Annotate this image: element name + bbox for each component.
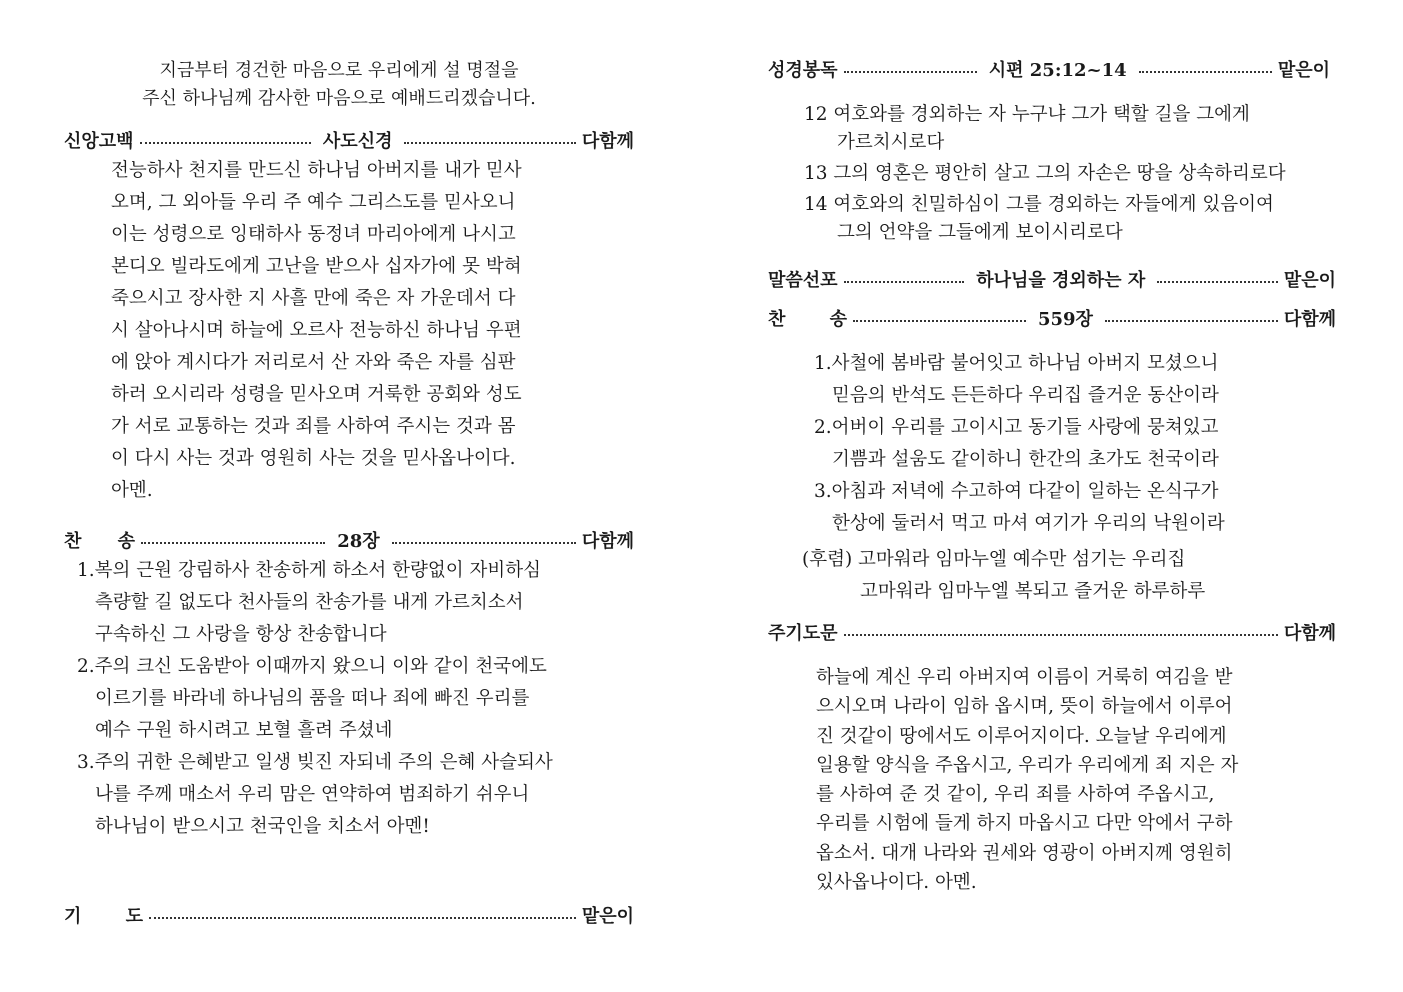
lyric-line: 3.아침과 저녁에 수고하여 다같이 일하는 온식구가 <box>814 481 1219 502</box>
dotted-leader <box>140 142 311 144</box>
scripture-text <box>804 101 1344 247</box>
creed-line: 가 서로 교통하는 것과 죄를 사하여 주시는 것과 몸 <box>111 416 516 437</box>
hymn-lyrics <box>77 555 632 843</box>
lyric-line: 2.어버이 우리를 고이시고 동기들 사랑에 뭉쳐있고 <box>814 417 1219 438</box>
dotted-leader <box>1105 320 1278 322</box>
dotted-leader <box>1157 281 1278 283</box>
prayer-line: 하늘에 계신 우리 아버지여 이름이 거룩히 여김을 받 <box>816 667 1233 688</box>
hymn2-by: 다함께 <box>1283 309 1336 330</box>
sermon-title: 하나님을 경외하는 자 <box>976 270 1146 291</box>
dotted-leader <box>844 281 965 283</box>
prayer-line: 일용할 양식을 주옵시고, 우리가 우리에게 죄 지은 자 <box>816 754 1239 776</box>
reading-by: 맡은이 <box>1277 60 1330 81</box>
dotted-leader <box>853 320 1026 322</box>
prayer-line: 진 것같이 땅에서도 이루어지이다. 오늘날 우리에게 <box>816 725 1227 747</box>
intro-line: 주신 하나님께 감사한 마음으로 예배드리겠습니다. <box>142 88 536 109</box>
lyric-line: 2.주의 크신 도움받아 이때까지 왔으니 이와 같이 천국에도 <box>77 656 547 677</box>
lyric-line: 하나님이 받으시고 천국인을 치소서 아멘! <box>95 816 430 837</box>
dotted-leader <box>404 142 575 144</box>
hymn-verse <box>814 412 1334 476</box>
prayer-label: 기 도 <box>64 906 144 927</box>
prayer-line: 으시오며 나라이 임하 옵시며, 뜻이 하늘에서 이루어 <box>816 696 1233 718</box>
lyric-line: 한상에 둘러서 먹고 마셔 여기가 우리의 낙원이라 <box>832 513 1225 534</box>
hymn-header <box>64 527 634 553</box>
verse-line: 13 그의 영혼은 평안히 살고 그의 자손은 땅을 상속하리로다 <box>804 163 1286 184</box>
lyric-line: 1.복의 근원 강림하사 찬송하게 하소서 한량없이 자비하심 <box>77 560 541 581</box>
prayer-line: 옵소서. 대개 나라와 권세와 영광이 아버지께 영원히 <box>816 842 1233 864</box>
intro-line: 지금부터 경건한 마음으로 우리에게 설 명절을 <box>159 60 519 81</box>
dotted-leader <box>844 71 977 73</box>
creed-line: 이 다시 사는 것과 영원히 사는 것을 믿사옵나이다. <box>111 448 516 469</box>
reading-header <box>768 56 1330 82</box>
lords-prayer-label: 주기도문 <box>768 623 838 644</box>
reading-title: 시편 25:12~14 <box>988 60 1127 81</box>
lyric-line: 예수 구원 하시려고 보혈 흘려 주셨네 <box>95 720 393 741</box>
hymn2-refrain <box>802 544 1322 608</box>
creed-line: 에 앉아 계시다가 저리로서 산 자와 죽은 자를 심판 <box>111 352 516 373</box>
prayer-line: 우리를 시험에 들게 하지 마옵시고 다만 악에서 구하 <box>816 813 1233 835</box>
creed-line: 본디오 빌라도에게 고난을 받으사 십자가에 못 박혀 <box>111 256 522 277</box>
creed-text <box>111 155 591 507</box>
hymn-verse <box>814 476 1334 540</box>
creed-line: 전능하사 천지를 만드신 하나님 아버지를 내가 믿사 <box>111 160 522 181</box>
lyric-line: 기쁨과 설움도 같이하니 한간의 초가도 천국이라 <box>832 449 1219 470</box>
creed-line: 오며, 그 외아들 우리 주 예수 그리스도를 믿사오니 <box>111 192 516 213</box>
lyric-line: 1.사철에 봄바람 불어잇고 하나님 아버지 모셨으니 <box>814 353 1219 374</box>
dotted-leader <box>844 634 1278 636</box>
lyric-line: 3.주의 귀한 은혜받고 일생 빚진 자되네 주의 은혜 사슬되사 <box>77 752 553 773</box>
reading-label: 성경봉독 <box>768 60 838 81</box>
refrain-line: (후렴) 고마워라 임마누엘 예수만 섬기는 우리집 <box>802 549 1186 570</box>
lyric-line: 나를 주께 매소서 우리 맘은 연약하여 범죄하기 쉬우니 <box>95 784 530 805</box>
prayer-by: 맡은이 <box>581 906 634 927</box>
creed-line: 아멘. <box>111 480 153 501</box>
hymn-verse <box>77 747 632 843</box>
hymn-label: 찬 송 <box>64 531 136 552</box>
creed-line: 이는 성령으로 잉태하사 동정녀 마리아에게 나시고 <box>111 224 516 245</box>
creed-line: 죽으시고 장사한 지 사흘 만에 죽은 자 가운데서 다 <box>111 288 516 309</box>
scripture-verse <box>804 101 1344 157</box>
sermon-header <box>768 266 1336 292</box>
prayer-line: 를 사하여 준 것 같이, 우리 죄를 사하여 주옵시고, <box>816 784 1215 806</box>
intro <box>104 57 574 113</box>
hymn-verse <box>77 651 632 747</box>
scripture-verse <box>804 191 1344 247</box>
lords-prayer-header <box>768 619 1336 645</box>
hymn2-lyrics <box>814 348 1334 540</box>
hymn-number: 28장 <box>337 531 380 552</box>
creed-line: 시 살아나시며 하늘에 오르사 전능하신 하나님 우편 <box>111 320 522 341</box>
lyric-line: 이르기를 바라네 하나님의 품을 떠나 죄에 빠진 우리를 <box>95 688 530 709</box>
sermon-label: 말씀선포 <box>768 270 838 291</box>
dotted-leader <box>141 542 325 544</box>
dotted-leader <box>392 542 576 544</box>
hymn-verse <box>814 348 1334 412</box>
lords-prayer-text <box>816 663 1304 897</box>
lyric-line: 구속하신 그 사랑을 항상 찬송합니다 <box>95 624 387 645</box>
creed-title: 사도신경 <box>322 131 393 152</box>
sermon-by: 맡은이 <box>1283 270 1337 291</box>
hymn-verse <box>77 555 632 651</box>
lyric-line: 측량할 길 없도다 천사들의 찬송가를 내게 가르치소서 <box>95 592 524 613</box>
hymn-by: 다함께 <box>581 531 634 552</box>
creed-header <box>64 127 634 153</box>
dotted-leader <box>1139 71 1272 73</box>
prayer-header <box>64 902 634 928</box>
hymn2-number: 559장 <box>1037 309 1093 330</box>
creed-line: 하러 오시리라 성령을 믿사오며 거룩한 공회와 성도 <box>111 384 522 405</box>
verse-line: 그의 언약을 그들에게 보이시리로다 <box>837 222 1123 243</box>
creed-by: 다함께 <box>581 131 635 152</box>
lords-prayer-by: 다함께 <box>1283 623 1336 644</box>
verse-line: 가르치시로다 <box>837 132 945 153</box>
lyric-line: 믿음의 반석도 든든하다 우리집 즐거운 동산이라 <box>832 385 1219 406</box>
dotted-leader <box>149 917 576 919</box>
prayer-line: 있사옵나이다. 아멘. <box>816 872 977 894</box>
verse-line: 14 여호와의 친밀하심이 그를 경외하는 자들에게 있음이여 <box>804 194 1274 215</box>
hymn2-header <box>768 305 1336 331</box>
scripture-verse <box>804 160 1344 188</box>
refrain-line: 고마워라 임마누엘 복되고 즐거운 하루하루 <box>860 581 1206 602</box>
verse-line: 12 여호와를 경외하는 자 누구냐 그가 택할 길을 그에게 <box>804 104 1250 125</box>
creed-label: 신앙고백 <box>64 131 134 152</box>
hymn2-label: 찬 송 <box>768 309 848 330</box>
